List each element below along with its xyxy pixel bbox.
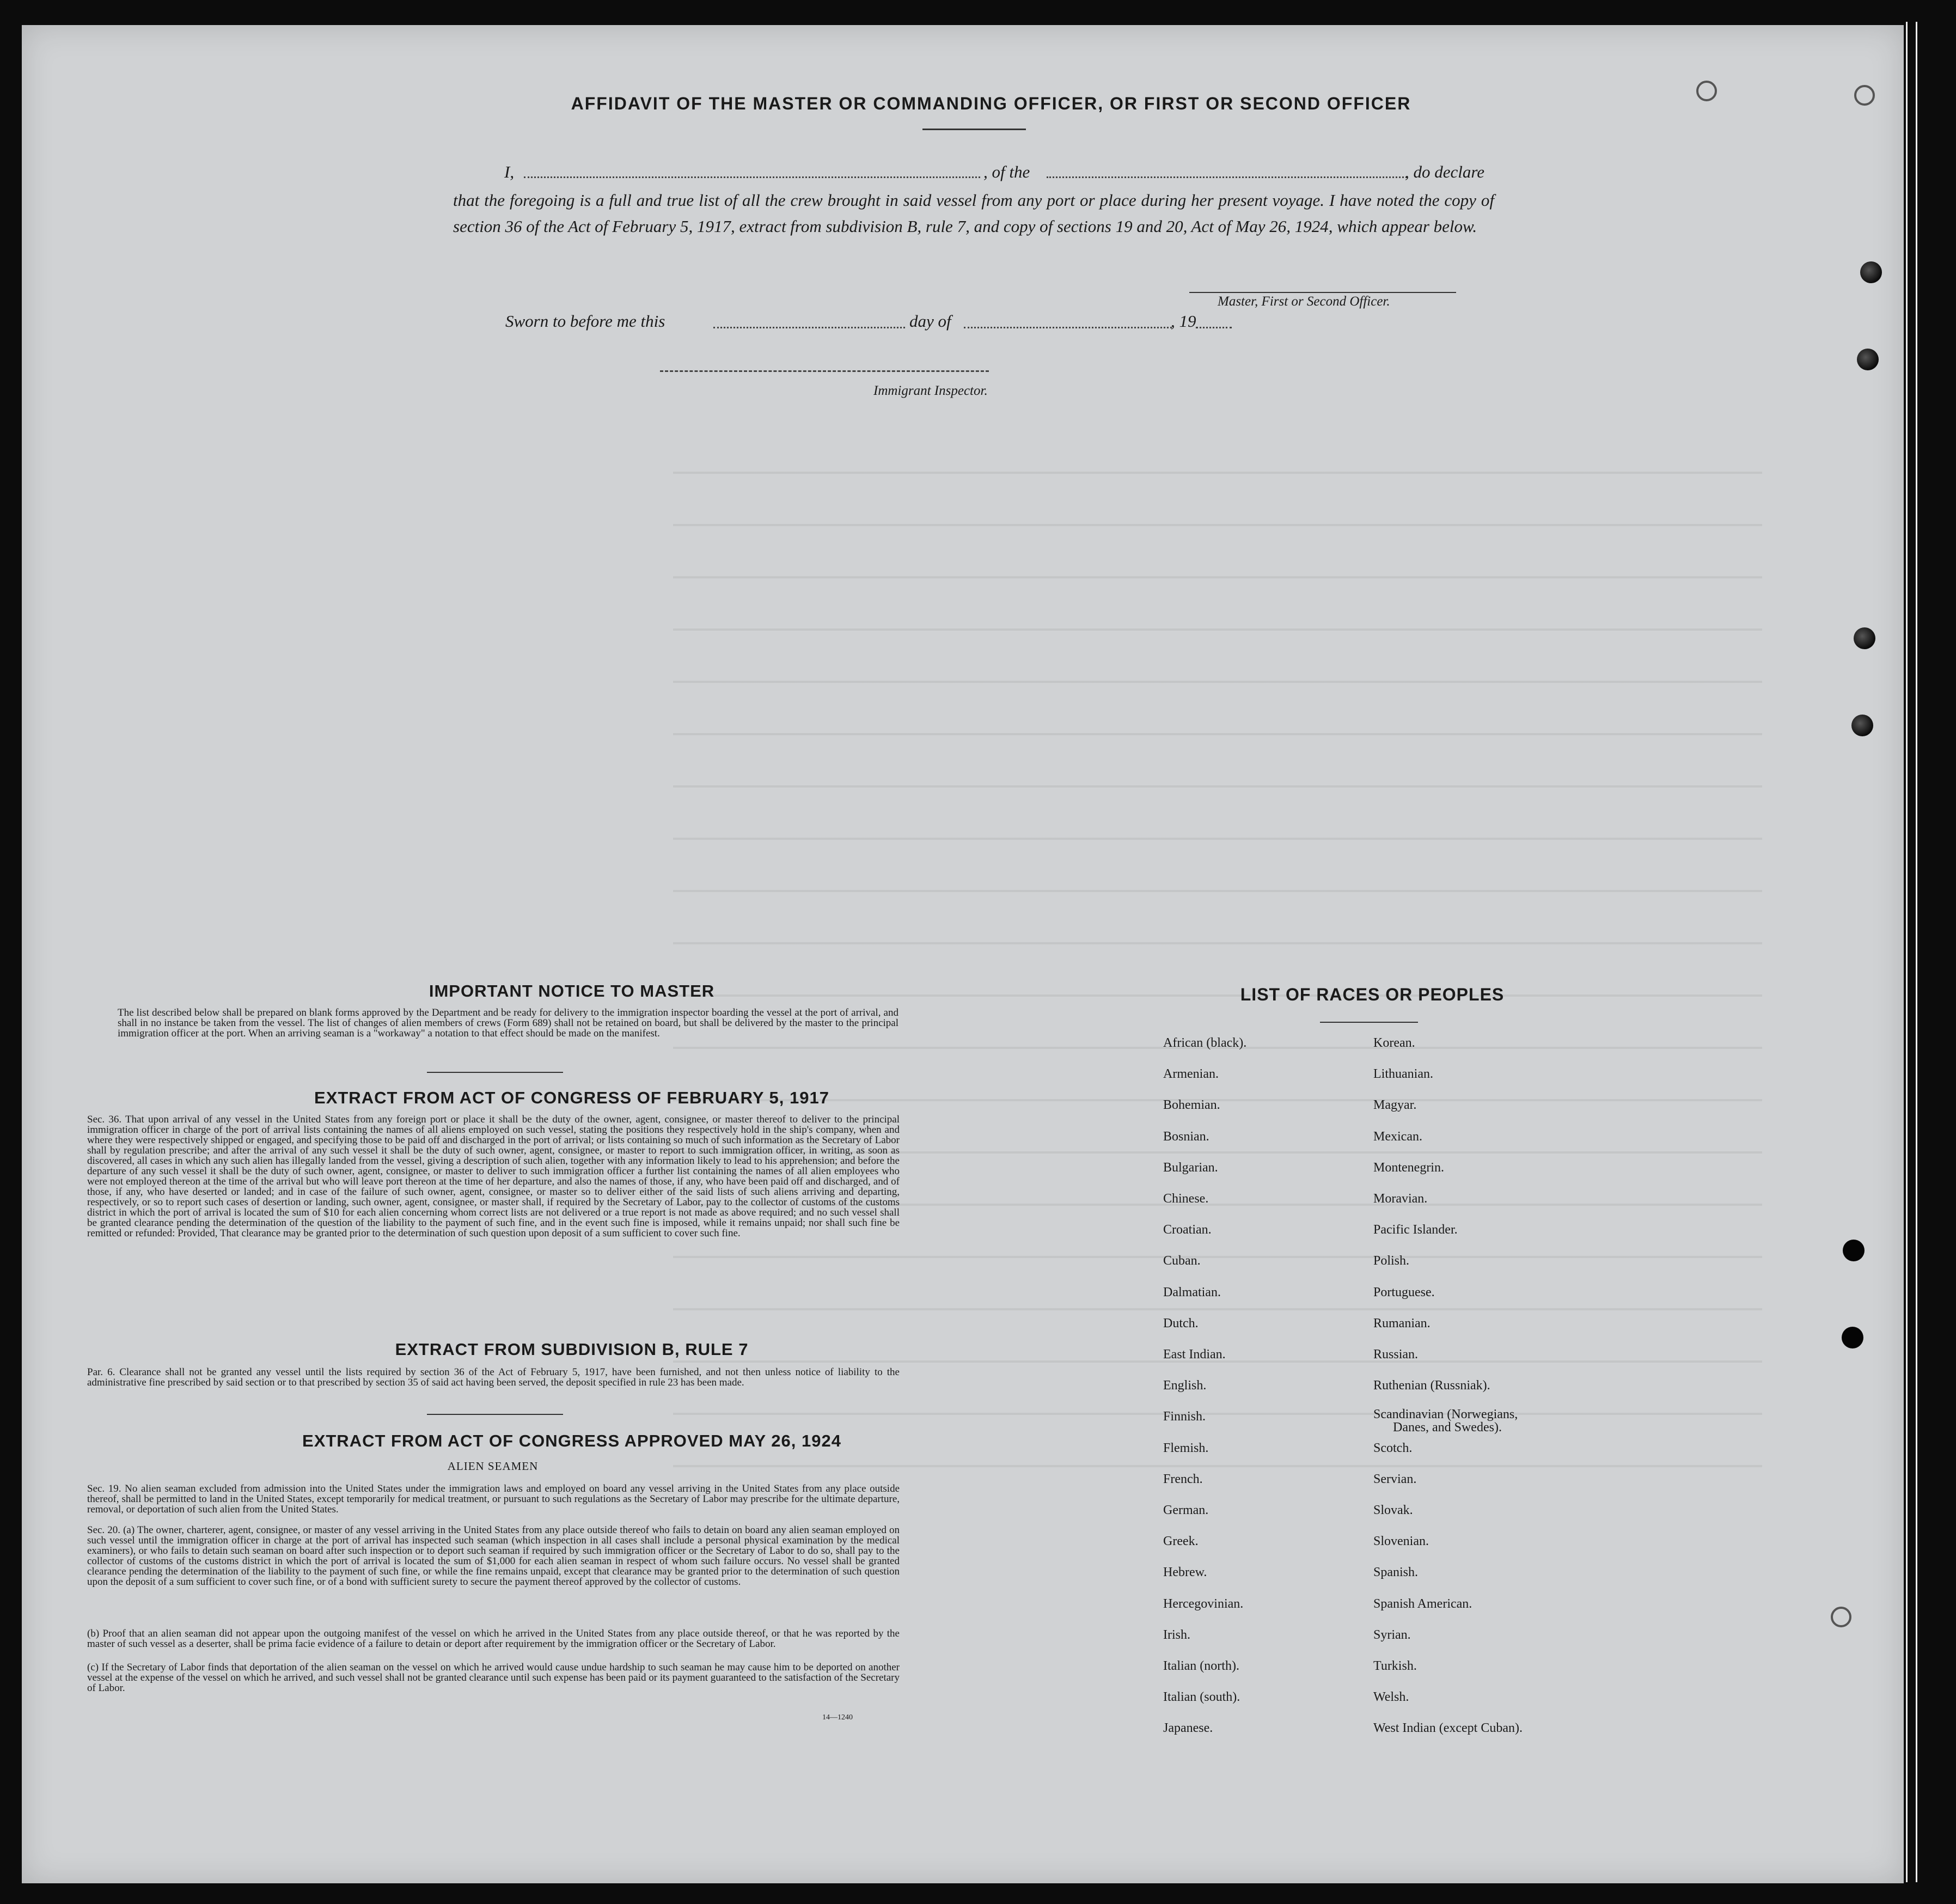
race-item: Italian (south). [1163, 1690, 1240, 1704]
sec19-text: Sec. 19. No alien seaman excluded from admission into the United States under the immigration laws and employed on board any vessel arriving in the United States from any place outside thereof, shall be permitted to land in the United States, except temporarily for medical treatment, or pursuant to such regulations as the Secretary of Labor may prescribe for the ultimate departure, removal, or deportation of such alien from the United States. [87, 1483, 900, 1515]
races-title: LIST OF RACES OR PEOPLES [1240, 985, 1505, 1004]
inspector-signature-label: Immigrant Inspector. [873, 383, 988, 398]
race-item: Slovak. [1373, 1503, 1413, 1517]
race-item: Spanish. [1373, 1565, 1419, 1579]
race-item: Ruthenian (Russniak). [1373, 1378, 1490, 1393]
sworn-month-field[interactable] [964, 315, 1172, 328]
divider [922, 129, 1026, 130]
day-of-label: day of [909, 312, 951, 331]
race-item: Italian (north). [1163, 1659, 1239, 1673]
race-item: Armenian. [1163, 1067, 1219, 1081]
race-item: English. [1163, 1378, 1207, 1393]
page-edge [1916, 22, 1917, 1882]
race-item: Greek. [1163, 1534, 1199, 1548]
punch-hole [1854, 627, 1875, 649]
punch-hole [1857, 349, 1879, 370]
race-item: Japanese. [1163, 1721, 1213, 1735]
form-page [22, 25, 1904, 1883]
divider [1320, 1022, 1418, 1023]
sworn-day-field[interactable] [713, 315, 905, 328]
race-item: Flemish. [1163, 1441, 1209, 1455]
vessel-role-field[interactable] [1047, 163, 1407, 178]
divider [427, 1072, 563, 1073]
punch-hole [1851, 715, 1873, 736]
race-item: Korean. [1373, 1036, 1415, 1050]
notice-text: The list described below shall be prepared on blank forms approved by the Department and be ready for delivery to the immigration inspector boarding the vessel at the port of arrival, and shall in no instance be taken from the vessel. The list of changes of alien members of crews (Form 689) shall not be retained on board, but shall be delivered by the master to the principal immigration officer at the port. When an arriving seaman is a "workaway" a notation to that effect should be made on the manifest. [118, 1007, 898, 1039]
race-item: Hercegovinian. [1163, 1597, 1244, 1611]
race-item: Turkish. [1373, 1659, 1417, 1673]
master-signature-label: Master, First or Second Officer. [1218, 294, 1390, 309]
alien-seamen-subtitle: ALIEN SEAMEN [447, 1460, 539, 1473]
form-number: 14—1240 [822, 1713, 853, 1722]
race-item: Lithuanian. [1373, 1067, 1433, 1081]
race-item: African (black). [1163, 1036, 1247, 1050]
affidavit-text: that the foregoing is a full and true list of all the crew brought in said vessel from any port or place during her present voyage. I have noted the copy of section 36 of the Act of February 5, 1917, extract from subdivision B, rule 7, and copy of sections 19 and 20, Act of May 26, 1924, which appear below. [453, 191, 1494, 236]
race-item: East Indian. [1163, 1347, 1226, 1362]
sworn-year-field[interactable] [1196, 315, 1232, 328]
race-item: Finnish. [1163, 1409, 1206, 1424]
punch-hole [1842, 1327, 1863, 1348]
race-item: Russian. [1373, 1347, 1419, 1362]
sec20c-text: (c) If the Secretary of Labor finds that deportation of the alien seaman on the vessel on which he arrived would cause undue hardship to such seaman he may cause him to be deported on another vessel at the expense of the vessel on which he arrived, and such vessel shall not be granted clearance until such expense has been paid or its payment guaranteed to the satisfaction of the Secretary of Labor. [87, 1662, 900, 1694]
race-item: Spanish American. [1373, 1597, 1472, 1611]
race-item: Bohemian. [1163, 1098, 1220, 1112]
punch-hole [1831, 1607, 1851, 1627]
race-item: Montenegrin. [1373, 1161, 1444, 1175]
divider [427, 1414, 563, 1415]
race-item: Croatian. [1163, 1223, 1212, 1237]
race-item: Bosnian. [1163, 1130, 1209, 1144]
race-item: Welsh. [1373, 1690, 1409, 1704]
race-item: Moravian. [1373, 1192, 1428, 1206]
race-item: Mexican. [1373, 1130, 1422, 1144]
inspector-signature-line[interactable] [660, 370, 989, 372]
sworn-label: Sworn to before me this [505, 312, 665, 331]
race-item: Cuban. [1163, 1254, 1201, 1268]
race-item: Hebrew. [1163, 1565, 1207, 1579]
master-signature-line[interactable] [1189, 292, 1456, 293]
race-item: Slovenian. [1373, 1534, 1429, 1548]
do-declare-label: , do declare [1405, 162, 1485, 181]
extract-1917-title: EXTRACT FROM ACT OF CONGRESS OF FEBRUARY 5, 1917 [314, 1088, 829, 1107]
extract-1924-title: EXTRACT FROM ACT OF CONGRESS APPROVED MAY 26, 1924 [302, 1431, 841, 1450]
punch-hole [1860, 261, 1882, 283]
race-item: Scandinavian (Norwegians, [1373, 1407, 1518, 1421]
race-item: Dalmatian. [1163, 1285, 1221, 1299]
extract-1917-text: Sec. 36. That upon arrival of any vessel in the United States from any foreign port or place it shall be the duty of the owner, agent, consignee, or master thereof to deliver to the principal immigration officer in charge of the port of arrival lists containing the names of all aliens employed on such vessel, stating the positions they respectively hold in the ship's company, when and where they were respectively shipped or engaged, and specifying those to be paid off and discharged in the port of arrival; or lists containing so much of such information as the Secretary of Labor shall by regulation prescribe; and after the arrival of any such vessel it shall be the duty of such owner, agent, consignee, or master to report to such immigration officer, in writing, as soon as discovered, all cases in which any such alien has illegally landed from the vessel, giving a description of such alien, together with any information likely to lead to his apprehension; and before the departure of any such vessel it shall be the duty of such owner, agent, consignee, or master to deliver to such immigration officer a further list containing the names of all alien employees who were not employed thereon at the time of the arrival but who will leave port thereon at the time of her departure, and also the names of those, if any, who have been paid off and discharged, and of those, if any, who have deserted or landed; and in case of the failure of such owner, agent, consignee, or master so to deliver either of the said lists of such aliens arriving and departing, respectively, or so to report such cases of desertion or landing, such owner, agent, consignee, or master shall, if required by the Secretary of Labor, pay to the collector of customs of the customs district in which the port of arrival is located the sum of $10 for each alien concerning whom correct lists are not delivered or a true report is not made as above required; and no such vessel shall be granted clearance pending the determination of the question of the liability to the payment of such fine, and in the event such fine is imposed, while it remains unpaid; nor shall such fine be remitted or refunded: Provided, That clearance may be granted prior to the determination of such question upon deposit of a sum sufficient to cover such fine. [87, 1114, 900, 1239]
affidavit-title: AFFIDAVIT OF THE MASTER OR COMMANDING OFFICER, OR FIRST OR SECOND OFFICER [571, 94, 1411, 113]
sec20b-text: (b) Proof that an alien seaman did not appear upon the outgoing manifest of the vessel on which he arrived in the United States from any place outside thereof, or that he was reported by the master of such vessel as a deserter, shall be prima facie evidence of a failure to detain or deport after requirement by the immigration officer or the Secretary of Labor. [87, 1628, 900, 1650]
race-item: Bulgarian. [1163, 1161, 1218, 1175]
page-edge [1906, 22, 1908, 1882]
affiant-name-field[interactable] [524, 163, 980, 178]
rule7-text: Par. 6. Clearance shall not be granted any vessel until the lists required by section 36 of the Act of February 5, 1917, have been furnished, and not then unless notice of liability to the administrative fine prescribed by said section or to that prescribed by section 35 of said act having been served, the deposit specified in rule 23 has been made. [87, 1366, 900, 1388]
punch-hole [1854, 85, 1875, 106]
race-item: Polish. [1373, 1254, 1410, 1268]
race-item: Scotch. [1373, 1441, 1413, 1455]
race-item: Portuguese. [1373, 1285, 1435, 1299]
punch-hole [1843, 1240, 1865, 1261]
race-item: Dutch. [1163, 1316, 1199, 1331]
race-item: Magyar. [1373, 1098, 1417, 1112]
of-the-label: , of the [983, 162, 1030, 181]
race-item: Rumanian. [1373, 1316, 1431, 1331]
year-label: , 19 [1171, 312, 1196, 331]
race-item: Chinese. [1163, 1192, 1209, 1206]
race-item: Servian. [1373, 1472, 1417, 1486]
punch-hole [1696, 81, 1717, 101]
race-item: Syrian. [1373, 1628, 1411, 1642]
rule7-title: EXTRACT FROM SUBDIVISION B, RULE 7 [395, 1340, 749, 1359]
race-item: West Indian (except Cuban). [1373, 1721, 1523, 1735]
race-item: Irish. [1163, 1628, 1190, 1642]
race-item: French. [1163, 1472, 1203, 1486]
race-item: German. [1163, 1503, 1209, 1517]
notice-title: IMPORTANT NOTICE TO MASTER [429, 981, 715, 1000]
affiant-label: I, [504, 162, 515, 181]
race-item: Pacific Islander. [1373, 1223, 1458, 1237]
race-item: Danes, and Swedes). [1393, 1420, 1502, 1435]
sec20a-text: Sec. 20. (a) The owner, charterer, agent, consignee, or master of any vessel arriving in the United States from any place outside thereof who fails to detain on board any alien seaman employed on such vessel until the immigration officer in charge at the port of arrival has inspected such seaman (which inspection in all cases shall include a personal physical examination by the medical examiners), or who fails to detain such seaman on board after such inspection or to deport such seaman if required by such immigration officer or the Secretary of Labor to do so, shall pay to the collector of customs of the customs district in which the port of arrival is located the sum of $1,000 for each alien seaman in respect of whom such failure occurs. No vessel shall be granted clearance pending the determination of the liability to the payment of such fine, or while the fine remains unpaid, except that clearance may be granted prior to the determination of such question upon the deposit of a sum sufficient to cover such fine, or of a bond with sufficient surety to secure the payment thereof approved by the collector of customs. [87, 1524, 900, 1588]
